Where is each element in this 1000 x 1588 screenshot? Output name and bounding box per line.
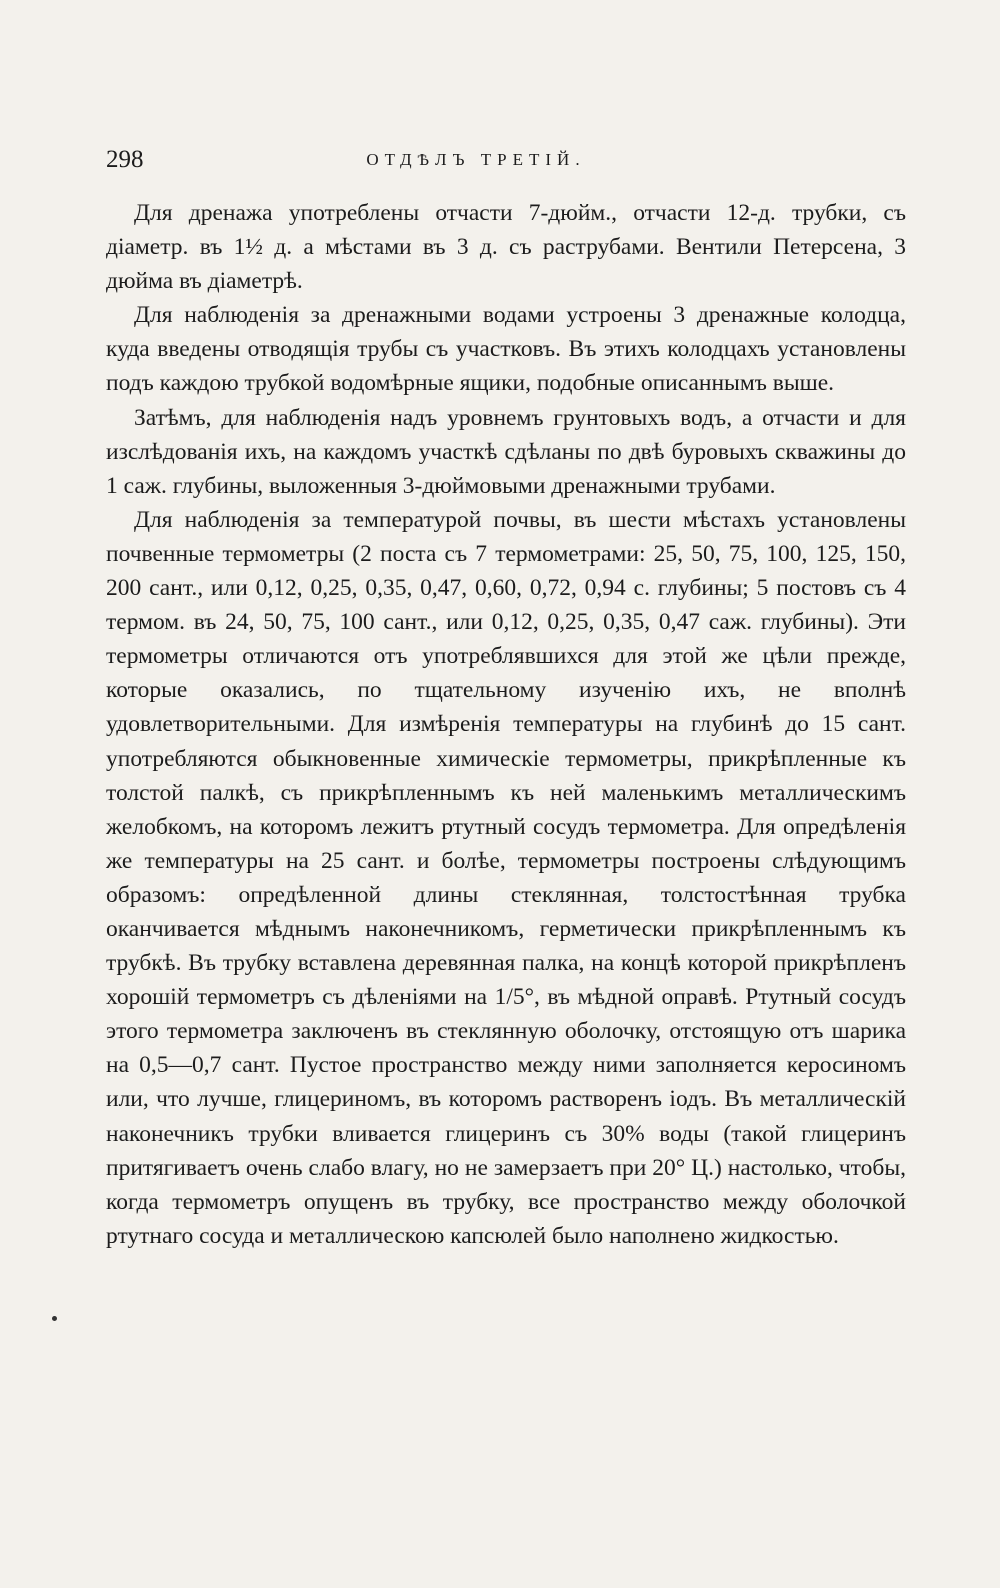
running-title: ОТДѢЛЪ ТРЕТІЙ. <box>366 150 586 169</box>
print-speck <box>52 1316 57 1321</box>
body-text <box>106 196 906 1253</box>
paragraph-drainage-wells: Для наблюденія за дренажными водами устроены 3 дренажные колодца, куда введены отводящія трубы съ участковъ. Въ этихъ колодцахъ установлены подъ каждою трубкой водомѣрные ящики, подобные описаннымъ выше. <box>106 302 906 397</box>
page-number: 298 <box>106 146 144 173</box>
page-header <box>106 146 906 178</box>
paragraph-groundwater: Затѣмъ, для наблюденія надъ уровнемъ грунтовыхъ водъ, а отчасти и для изслѣдованія ихъ, на каждомъ участкѣ сдѣланы по двѣ буровыхъ скважины до 1 саж. глубины, выложенныя 3-дюймовыми дренажными трубами. <box>106 404 906 499</box>
paragraph-drainage: Для дренажа употреблены отчасти 7-дюйм., отчасти 12-д. трубки, съ діаметр. въ 1½ д. а мѣстами въ 3 д. съ раструбами. Вентили Петерсена, 3 дюйма въ діаметрѣ. <box>106 200 906 295</box>
paragraph-soil-temperature: Для наблюденія за температурой почвы, въ шести мѣстахъ установлены почвенные термометры (2 поста съ 7 термометрами: 25, 50, 75, 100, 125, 150, 200 сант., или 0,12, 0,25, 0,35, 0,47, 0,60, 0,72, 0,94 с. глубины; 5 постовъ съ 4 термом. въ 24, 50, 75, 100 сант., или 0,12, 0,25, 0,35, 0,47 саж. глубины). Эти термометры отличаются отъ употреблявшихся для этой же цѣли прежде, которые оказались, по тщательному изученію ихъ, не вполнѣ удовлетворительными. Для измѣренія температуры на глубинѣ до 15 сант. употребляются обыкновенные химическіе термометры, прикрѣпленные къ толстой палкѣ, съ прикрѣпленнымъ къ ней маленькимъ металлическимъ желобкомъ, на которомъ лежитъ ртутный сосудъ термометра. Для опредѣленія же температуры на 25 сант. и болѣе, термометры построены слѣдующимъ образомъ: опредѣленной длины стеклянная, толстостѣнная трубка оканчивается мѣднымъ наконечникомъ, герметически прикрѣпленнымъ къ трубкѣ. Въ трубку вставлена деревянная палка, на концѣ которой прикрѣпленъ хорошій термометръ съ дѣленіями на 1/5°, въ мѣдной оправѣ. Ртутный сосудъ этого термометра заключенъ въ стеклянную оболочку, отстоящую отъ шарика на 0,5—0,7 сант. Пустое пространство между ними заполняется керосиномъ или, что лучше, глицериномъ, въ которомъ растворенъ іодъ. Въ металлическій наконечникъ трубки вливается глицеринъ съ 30% воды (такой глицеринъ притягиваетъ очень слабо влагу, но не замерзаетъ при 20° Ц.) настолько, чтобы, когда термометръ опущенъ въ трубку, все пространство между оболочкой ртутнаго сосуда и металлическою капсюлей было наполнено жидкостью. <box>106 506 906 1249</box>
